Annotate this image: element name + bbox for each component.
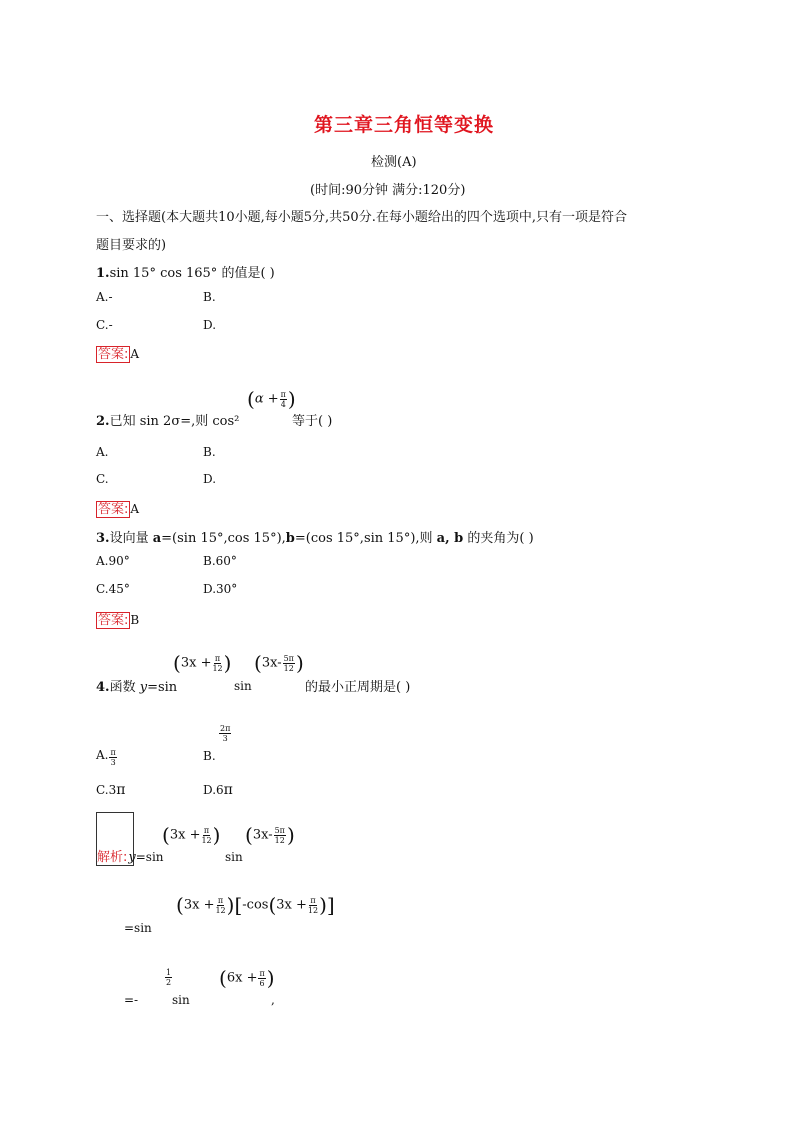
answer-badge: 答案: — [98, 347, 129, 362]
analysis-half: $\frac{1}{2}$ — [166, 968, 172, 987]
q3-option-a: A.90° — [96, 554, 130, 568]
q2-option-b: B. — [203, 445, 216, 459]
analysis-sin-2: sin — [225, 850, 243, 864]
answer-value: A — [130, 502, 140, 516]
q4-expr-2: (3x- $\frac{5\pi}{12}$ ) — [254, 651, 304, 675]
question-number: 4. — [96, 680, 110, 695]
analysis-line-1: 解析:y=sin — [97, 850, 164, 865]
q1-option-d: D. — [203, 318, 217, 332]
question-2 — [96, 410, 239, 429]
question-4: 4.函数 y=sin — [96, 680, 178, 695]
q4-option-d: D.6π — [203, 782, 233, 798]
q1-option-a: A.- — [96, 290, 113, 304]
q3-option-d: D.30° — [203, 582, 238, 596]
question-3: 3.设向量 a=(sin 15°,cos 15°),b=(cos 15°,sin 15°),则 a, b 的夹角为( ) — [96, 531, 534, 546]
exam-meta: (时间:90分钟 满分:120分) — [310, 183, 466, 198]
q3-option-c: C.45° — [96, 582, 130, 596]
question-1 — [96, 262, 275, 281]
section-heading-line1: 一、选择题(本大题共10小题,每小题5分,共50分.在每小题给出的四个选项中,只有一项是符合 — [96, 210, 627, 225]
q2-option-a: A. — [96, 445, 109, 459]
question-number: 2. — [96, 414, 110, 429]
page-title: 第三章三角恒等变换 — [314, 114, 495, 136]
q4-option-a: A. $\frac{\pi}{3}$ — [96, 748, 116, 767]
question-text-pre: 已知 sin 2σ=,则 cos² — [109, 414, 240, 429]
var-y: y — [139, 680, 148, 695]
q3-answer — [96, 609, 139, 629]
q4-option-b: B. — [203, 749, 216, 763]
q1-option-b: B. — [203, 290, 216, 304]
q2-answer — [96, 498, 139, 518]
vector-a: a — [152, 531, 162, 546]
analysis-expr-3: (3x + $\frac{\pi}{12}$ )[-cos(3x + $\frac{\pi}{12}$ )] — [176, 893, 335, 917]
analysis-expr-2: (3x- $\frac{5\pi}{12}$ ) — [245, 823, 295, 847]
page-subtitle: 检测(A) — [371, 155, 417, 170]
vector-b: b — [285, 531, 295, 546]
question-4-post: 的最小正周期是( ) — [305, 680, 411, 695]
answer-value: B — [130, 613, 140, 627]
section-heading-line2: 题目要求的) — [96, 238, 167, 253]
analysis-line-2: =sin — [124, 921, 152, 935]
analysis-expr-4: (6x + $\frac{\pi}{6}$ ) — [219, 966, 275, 990]
q4-sin-2: sin — [234, 679, 252, 693]
answer-badge: 答案: — [98, 613, 129, 628]
analysis-expr-1: (3x + $\frac{\pi}{12}$ ) — [162, 823, 221, 847]
question-2-post: 等于( ) — [292, 414, 333, 429]
analysis-label: 解析: — [97, 850, 128, 865]
answer-badge: 答案: — [98, 502, 129, 517]
q4-option-c: C.3π — [96, 782, 126, 798]
analysis-comma: , — [271, 993, 275, 1007]
question-text: sin 15° cos 165° 的值是( ) — [109, 266, 275, 281]
answer-value: A — [130, 347, 140, 361]
vectors-ab: a, b — [436, 531, 464, 546]
q3-option-b: B.60° — [203, 554, 237, 568]
analysis-line-3: =- — [124, 993, 139, 1007]
q1-answer — [96, 343, 139, 363]
q2-option-c: C. — [96, 472, 109, 486]
q2-paren-expression: (α + $\frac{\pi}{4}$ ) — [247, 387, 296, 411]
q4-frac-2pi3: $\frac{2\pi}{3}$ — [220, 724, 231, 743]
analysis-sin-3: sin — [172, 993, 190, 1007]
question-number: 1. — [96, 266, 110, 281]
q1-option-c: C.- — [96, 318, 113, 332]
question-number: 3. — [96, 531, 110, 546]
q2-option-d: D. — [203, 472, 217, 486]
q4-expr-1: (3x + $\frac{\pi}{12}$ ) — [173, 651, 232, 675]
